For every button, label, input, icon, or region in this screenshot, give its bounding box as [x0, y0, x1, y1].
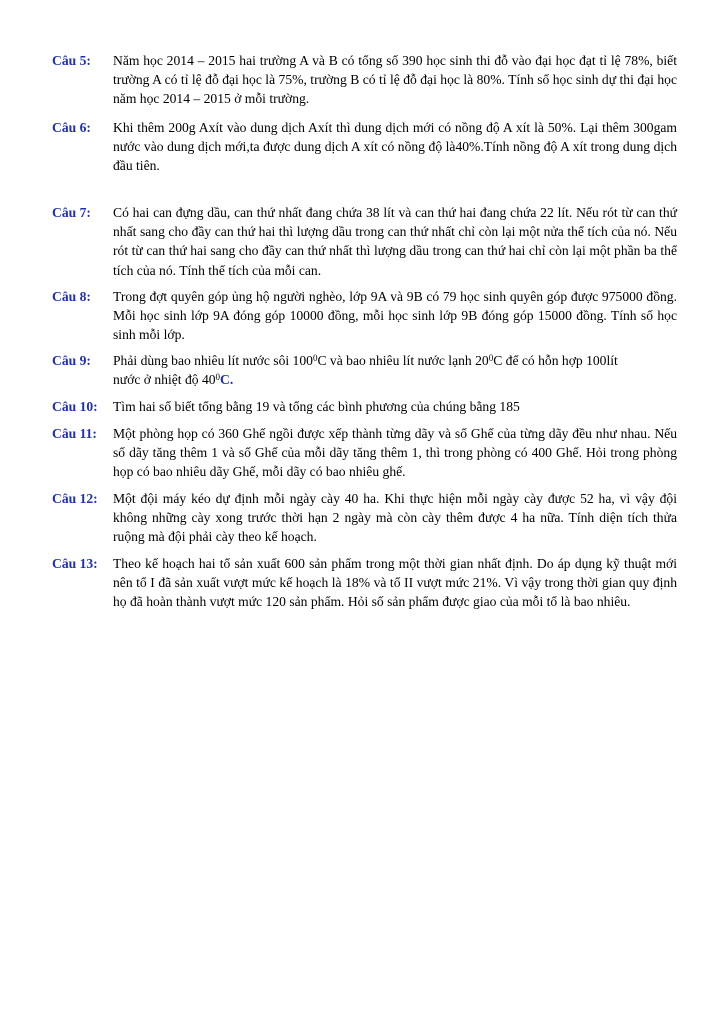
question-text: Một phòng họp có 360 Ghế ngồi được xếp thành từng dãy và số Ghế của từng dãy đều như nhau. Nếu số dãy tăng thêm 1 và số Ghế của mỗi dãy tăng thêm 1, thì trong phòng có 400 Ghế. Hỏi trong phòng họp có bao nhiêu dãy Ghế, mỗi dãy có bao nhiêu ghế.: [113, 426, 677, 480]
question-text: Năm học 2014 – 2015 hai trường A và B có tổng số 390 học sinh thi đỗ vào đại học đạt tỉ lệ 78%, biết trường A có tỉ lệ đỗ đại học là 75%, trường B có tỉ lệ đỗ đại học là 80%. Tính số học sinh dự thi đại học năm học 2014 – 2015 ở mỗi trường.: [113, 53, 677, 107]
question-label: Câu 8:: [52, 289, 91, 304]
question-label: Câu 7:: [52, 205, 91, 220]
question-label: Câu 9:: [52, 353, 91, 368]
question-label: Câu 13:: [52, 556, 98, 571]
question-9: [52, 351, 677, 389]
question-12: [52, 489, 677, 547]
question-8: [52, 287, 677, 345]
question-13: [52, 554, 677, 612]
question-10: [52, 397, 677, 416]
question-6: [52, 118, 677, 176]
question-label: Câu 6:: [52, 120, 91, 135]
question-label: Câu 5:: [52, 53, 91, 68]
question-9-line-2: nước ở nhiệt độ $40^0C$.: [113, 372, 234, 388]
question-text: Trong đợt quyên góp ủng hộ người nghèo, lớp 9A và 9B có 79 học sinh quyên góp được 975000 đồng. Mỗi học sinh lớp 9A đóng góp 10000 đồng, mỗi học sinh lớp 9B đóng góp 15000 đồng. Tính số học sinh mỗi lớp.: [113, 289, 677, 343]
question-text: Theo kế hoạch hai tổ sản xuất 600 sản phẩm trong một thời gian nhất định. Do áp dụng kỹ thuật mới nên tổ I đã sản xuất vượt mức kế hoạch là 18% và tổ II vượt mức 21%. Vì vậy trong thời gian quy định họ đã hoàn thành vượt mức 120 sản phẩm. Hỏi số sản phẩm được giao của mỗi tổ là bao nhiêu.: [113, 556, 677, 610]
question-9-line-1: Phải dùng bao nhiêu lít nước sôi $100^0C$ và bao nhiêu lít nước lạnh $20^0C$ để có hỗn hợp 100lít: [113, 353, 618, 368]
question-text: Có hai can đựng dầu, can thứ nhất đang chứa 38 lít và can thứ hai đang chứa 22 lít. Nếu rót từ can thứ nhất sang cho đầy can thứ hai thì lượng dầu trong can thứ nhất chỉ còn lại một nửa thể tích của nó. Nếu rót từ can thứ hai sang cho đầy can thứ nhất thì lượng dầu trong can thứ hai chỉ còn lại một phần ba thể tích của nó. Tính thể tích của mỗi can.: [113, 205, 677, 278]
question-5: [52, 51, 677, 109]
question-11: [52, 424, 677, 482]
question-label: Câu 11:: [52, 426, 97, 441]
question-text: Một đội máy kéo dự định mỗi ngày cày 40 ha. Khi thực hiện mỗi ngày cày được 52 ha, vì vậy đội không những cày xong trước thời hạn 2 ngày mà còn cày thêm được 4 ha nữa. Tính diện tích thửa ruộng mà đội phải cày theo kế hoạch.: [113, 491, 677, 545]
question-text: Khi thêm 200g Axít vào dung dịch Axít thì dung dịch mới có nồng độ A xít là 50%. Lại thêm 300gam nước vào dung dịch mới,ta được dung dịch A xít có nồng độ là40%.Tính nồng độ A xít trong dung dịch đầu tiên.: [113, 120, 677, 174]
question-text: [113, 351, 677, 389]
question-label: Câu 10:: [52, 399, 98, 414]
question-7: [52, 203, 677, 280]
question-label: Câu 12:: [52, 491, 98, 506]
question-text: Tìm hai số biết tổng bằng 19 và tổng các bình phương của chúng bằng 185: [113, 399, 520, 414]
